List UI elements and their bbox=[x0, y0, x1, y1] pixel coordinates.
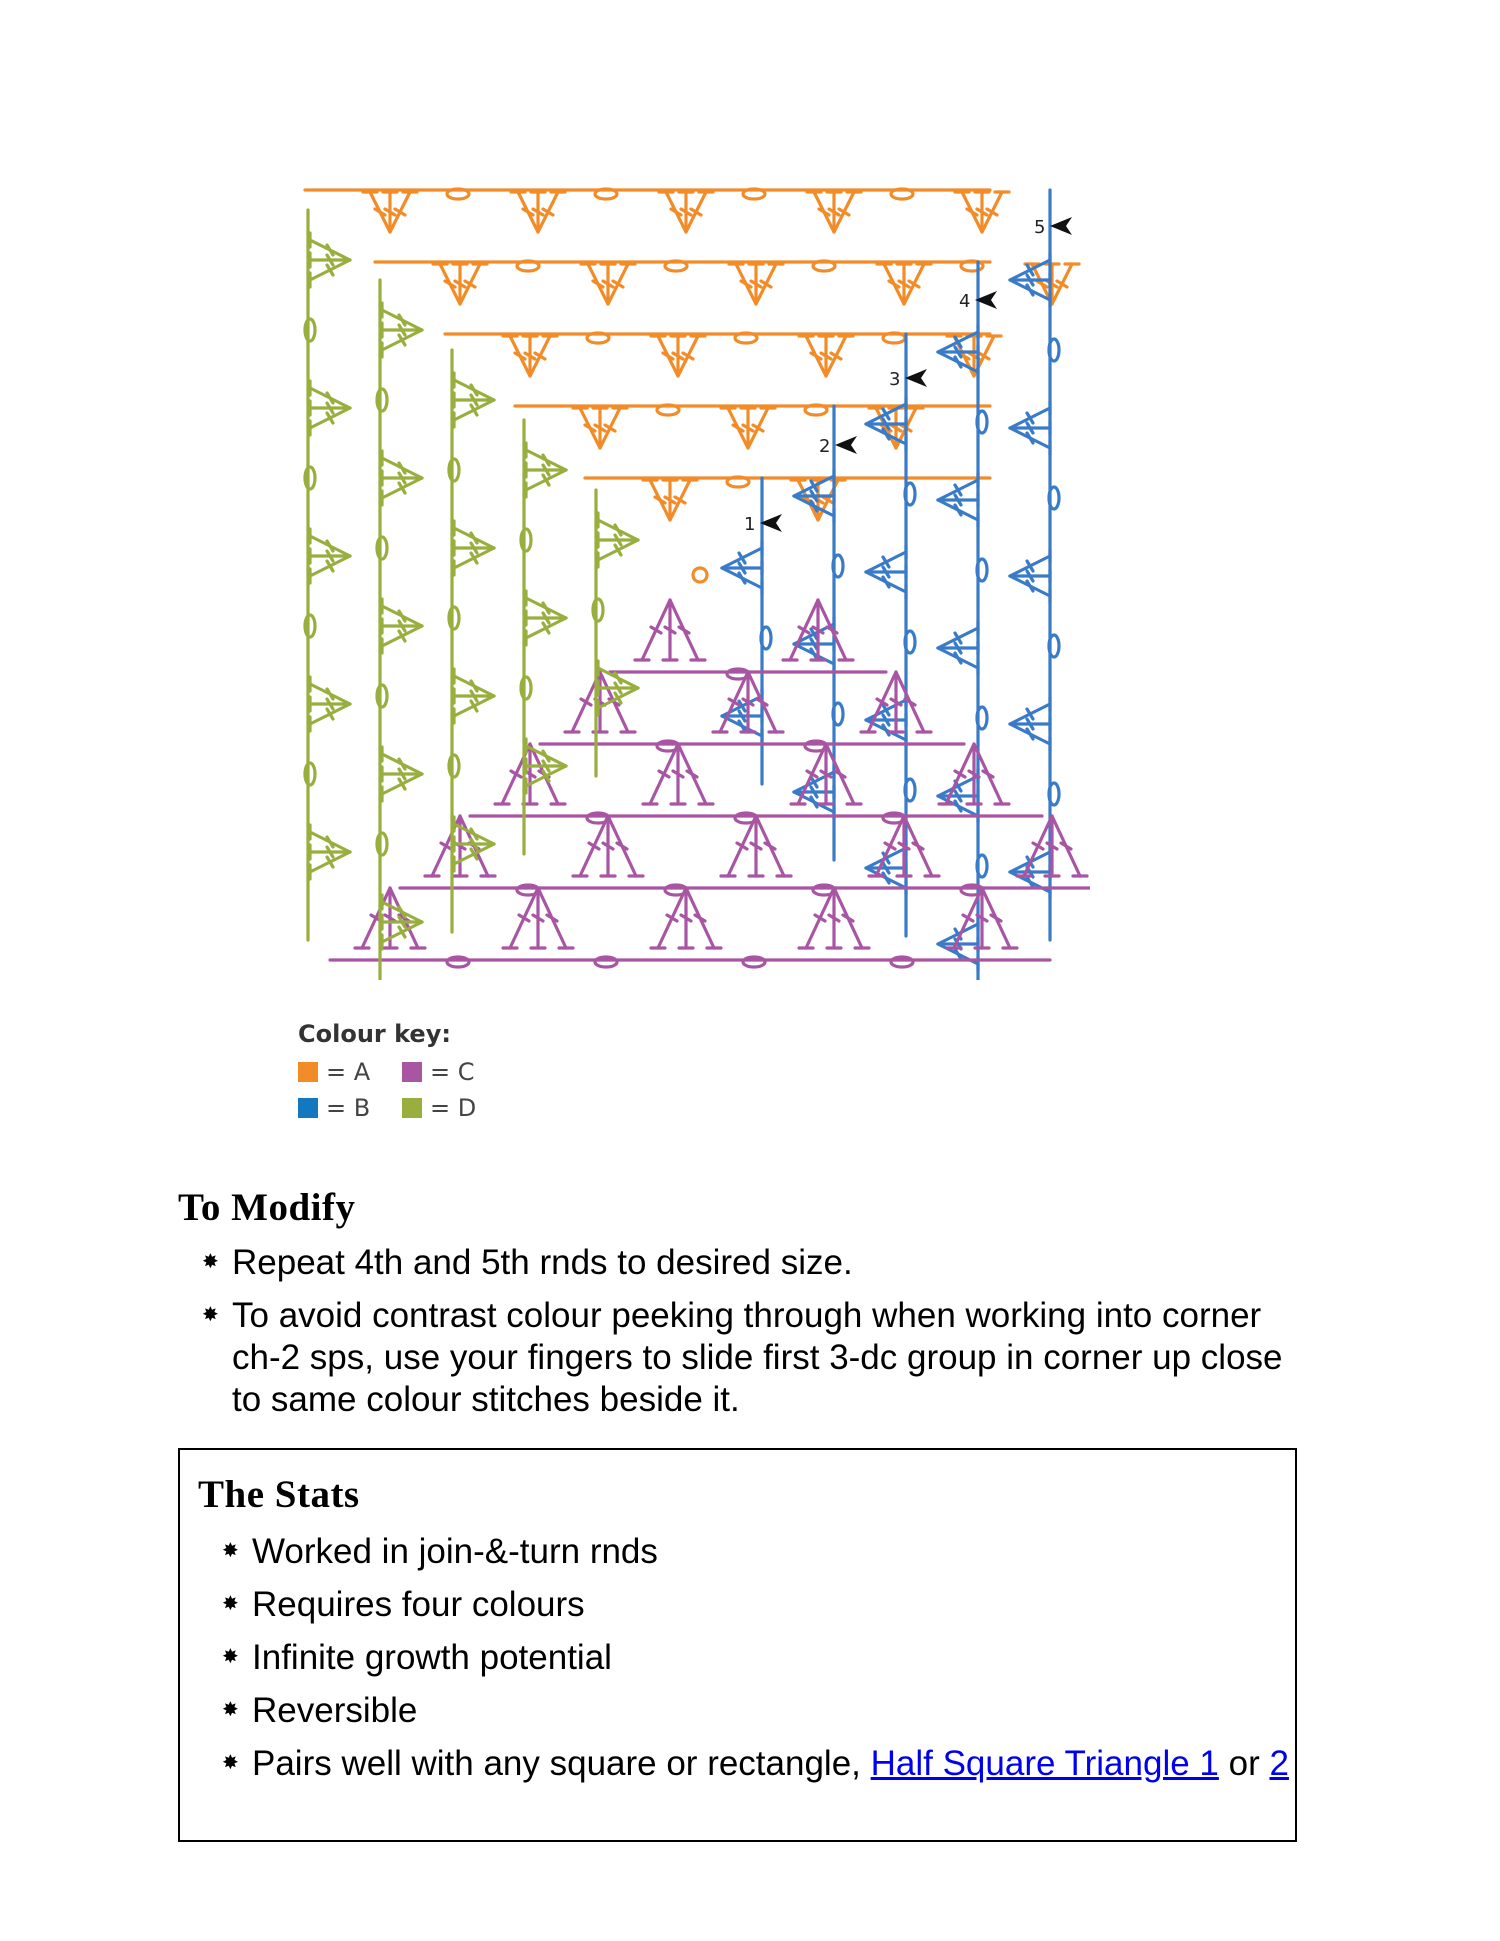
list-item-text: To avoid contrast colour peeking through when working into corner ch-2 sps, use your fingers to slide first 3-dc group in corner up close to same colour stitches beside it. bbox=[232, 1296, 1283, 1419]
round-number-label: 3 bbox=[889, 369, 901, 390]
colour-key bbox=[298, 1020, 506, 1122]
swatch-c bbox=[402, 1062, 422, 1082]
bullet-icon: ✸ bbox=[222, 1593, 239, 1615]
list-item bbox=[202, 1295, 1298, 1421]
list-item bbox=[222, 1584, 1295, 1626]
list-item-text: Pairs well with any square or rectangle, bbox=[252, 1744, 871, 1783]
list-item bbox=[222, 1743, 1295, 1785]
swatch-b bbox=[298, 1098, 318, 1118]
key-label-d: = D bbox=[430, 1094, 477, 1122]
to-modify-list bbox=[178, 1242, 1298, 1421]
key-label-c: = C bbox=[430, 1058, 475, 1086]
colour-key-grid bbox=[298, 1058, 506, 1122]
list-item-text: or bbox=[1218, 1744, 1270, 1783]
list-item bbox=[202, 1242, 1298, 1284]
half-square-triangle-1-link[interactable]: Half Square Triangle 1 bbox=[870, 1744, 1219, 1783]
half-square-triangle-2-link[interactable]: 2 bbox=[1269, 1744, 1289, 1783]
round-number-label: 2 bbox=[819, 436, 831, 457]
key-item-b bbox=[298, 1094, 402, 1122]
list-item-text: Infinite growth potential bbox=[252, 1638, 612, 1677]
key-item-a bbox=[298, 1058, 402, 1086]
list-item bbox=[222, 1690, 1295, 1732]
to-modify-section bbox=[178, 1185, 1298, 1432]
centre-ring bbox=[693, 568, 707, 582]
swatch-a bbox=[298, 1062, 318, 1082]
bullet-icon: ✸ bbox=[222, 1646, 239, 1668]
stats-list bbox=[198, 1531, 1295, 1785]
stats-box bbox=[178, 1448, 1297, 1842]
round-number-label: 4 bbox=[959, 291, 971, 312]
stats-heading: The Stats bbox=[198, 1473, 360, 1516]
round-arrow-icon bbox=[835, 436, 857, 454]
bullet-icon: ✸ bbox=[202, 1304, 219, 1326]
bullet-icon: ✸ bbox=[222, 1699, 239, 1721]
round-number-label: 1 bbox=[744, 514, 756, 535]
list-item-text: Worked in join-&-turn rnds bbox=[252, 1532, 658, 1571]
crochet-diagram bbox=[290, 170, 1090, 980]
key-item-d bbox=[402, 1094, 506, 1122]
list-item bbox=[222, 1531, 1295, 1573]
list-item bbox=[222, 1637, 1295, 1679]
swatch-d bbox=[402, 1098, 422, 1118]
colour-key-title: Colour key: bbox=[298, 1020, 451, 1048]
bullet-icon: ✸ bbox=[222, 1540, 239, 1562]
key-item-c bbox=[402, 1058, 506, 1086]
round-arrow-icon bbox=[1050, 217, 1072, 235]
list-item-text: Repeat 4th and 5th rnds to desired size. bbox=[232, 1243, 853, 1282]
bullet-icon: ✸ bbox=[202, 1251, 219, 1273]
list-item-text: Reversible bbox=[252, 1691, 418, 1730]
key-label-a: = A bbox=[326, 1058, 371, 1086]
to-modify-heading: To Modify bbox=[178, 1186, 356, 1229]
round-arrow-icon bbox=[905, 369, 927, 387]
crochet-chart bbox=[290, 170, 1090, 980]
list-item-text: Requires four colours bbox=[252, 1585, 585, 1624]
bullet-icon: ✸ bbox=[222, 1752, 239, 1774]
round-number-label: 5 bbox=[1034, 217, 1046, 238]
key-label-b: = B bbox=[326, 1094, 371, 1122]
